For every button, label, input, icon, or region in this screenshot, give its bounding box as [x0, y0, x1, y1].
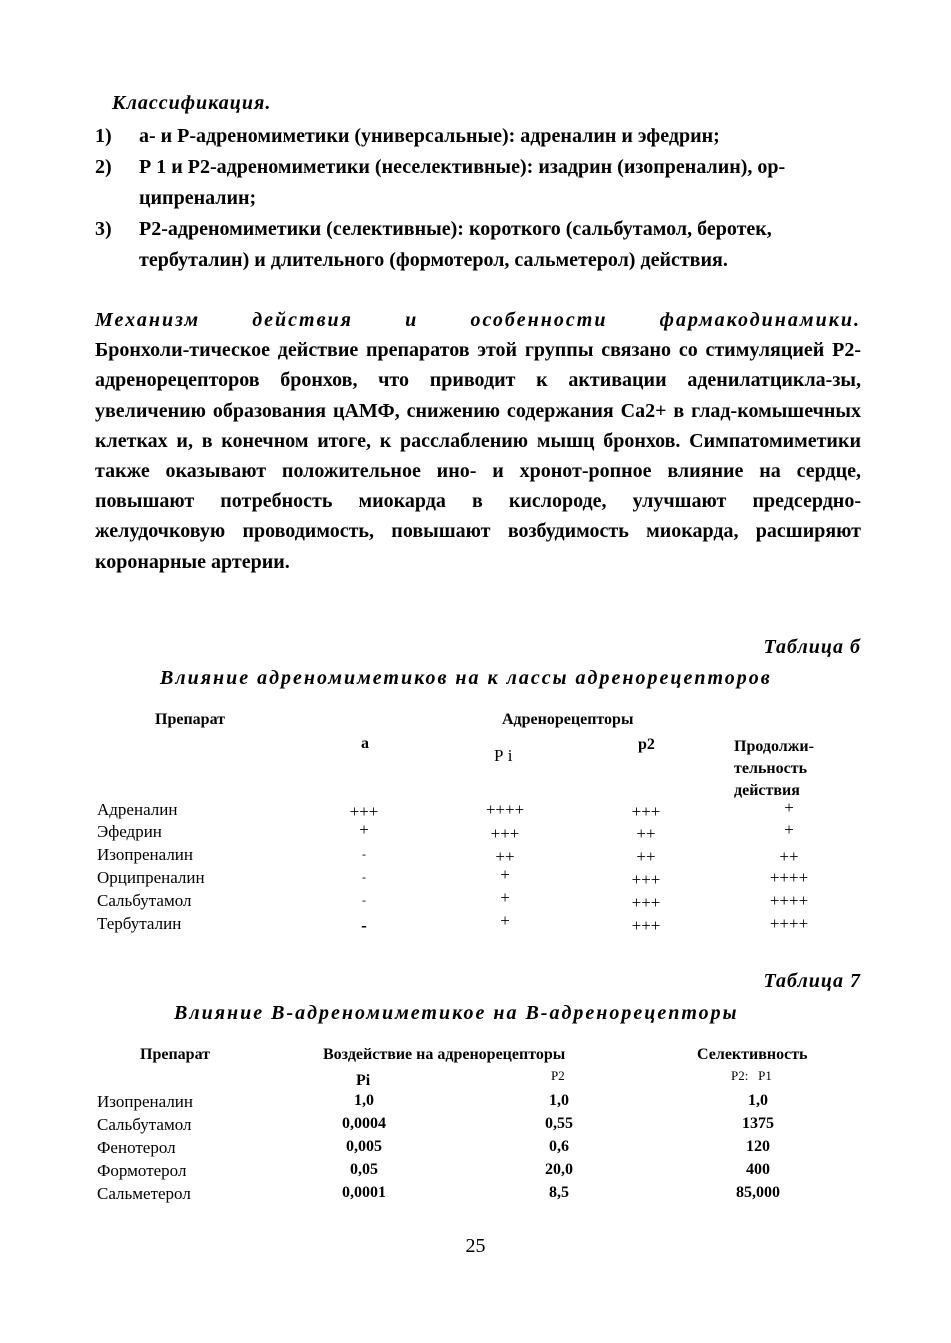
drug-name: Сальбутамол — [97, 1115, 192, 1134]
duration-line: тельность — [734, 760, 808, 777]
table-row — [0, 1092, 951, 1115]
alpha-value: - — [362, 893, 366, 907]
drug-name: Сальбутамол — [97, 891, 192, 910]
duration-value: + — [784, 820, 794, 839]
table6-title: Влияние адреномиметиков на к лассы адренорецепторов — [160, 667, 772, 689]
duration-value: ++++ — [769, 891, 809, 910]
list-item-number: 1) — [95, 125, 112, 147]
beta2-value: 1,0 — [549, 1092, 569, 1109]
table6-header-receptors: Адренорецепторы — [502, 711, 634, 728]
table-row — [0, 1161, 951, 1184]
beta1-value: 0,005 — [346, 1138, 382, 1155]
duration-line: действия — [734, 782, 800, 799]
drug-name: Фенотерол — [97, 1138, 176, 1157]
beta2-value: 8,5 — [549, 1184, 569, 1201]
selectivity-value: 1375 — [742, 1115, 774, 1132]
table-row — [0, 1138, 951, 1161]
list-item-text: Р2-адреномиметики (селективные): короткого (сальбутамол, беротек, тербуталин) и длительного (формотерол, сальметерол) действия. — [139, 218, 772, 271]
drug-name: Изопреналин — [97, 1092, 194, 1111]
table6-header-beta2: р2 — [638, 736, 655, 753]
beta1-value: ++ — [495, 847, 515, 866]
beta1-value: + — [500, 888, 510, 907]
list-item-number: 3) — [95, 218, 112, 240]
beta2-value: +++ — [631, 916, 661, 935]
beta2-value: +++ — [631, 802, 661, 821]
drug-name: Сальметерол — [97, 1184, 191, 1203]
duration-value: ++++ — [769, 914, 809, 933]
drug-name: Орципреналин — [97, 868, 205, 887]
alpha-value: + — [359, 820, 369, 839]
beta1-value: 0,0004 — [342, 1115, 386, 1132]
list-item-number: 2) — [95, 156, 112, 178]
alpha-value: - — [362, 870, 366, 884]
duration-value: ++ — [779, 847, 799, 866]
table7-header-selectivity: Селективность — [697, 1046, 808, 1063]
beta2-value: 0,6 — [549, 1138, 569, 1155]
table-row — [0, 911, 951, 936]
alpha-value: - — [361, 916, 367, 935]
table7-title: Влияние В-адреномиметикое на В-адренорецепторы — [174, 1002, 739, 1024]
table-row — [0, 1115, 951, 1138]
table-row — [0, 845, 951, 867]
duration-value: + — [784, 798, 794, 817]
table-row — [0, 865, 951, 890]
beta1-value: + — [500, 911, 510, 930]
selectivity-value: 1,0 — [748, 1092, 768, 1109]
table-row — [0, 800, 951, 822]
beta2-value: ++ — [636, 824, 656, 843]
beta2-value: +++ — [631, 893, 661, 912]
beta2-value: ++ — [636, 847, 656, 866]
selectivity-value: 120 — [746, 1138, 770, 1155]
table6-header-drug: Препарат — [155, 711, 226, 728]
table7-header-ratio: Р2: Р1 — [731, 1068, 772, 1083]
drug-name: Формотерол — [97, 1161, 187, 1180]
selectivity-value: 85,000 — [736, 1184, 780, 1201]
list-item — [95, 121, 895, 152]
beta1-value: +++ — [490, 824, 520, 843]
table7-header-beta1: Pi — [356, 1072, 371, 1089]
mechanism-text: Бронхоли-тическое действие препаратов этой группы связано со стимуляцией Р2-адренорецепторов бронхов, что приводит к активации аденилатцикла-зы, увеличению образования цАМФ, снижению содержания Са2+ в глад-комышечных клетках и, в конечном итоге, к расслаблению мышц бронхов. Симпатомиметики также оказывают положительное ино- и хронот-ропное влияние на сердце, повышают потребность миокарда в кислороде, улучшают предсердно-желудочковую проводимость, повышают возбудимость миокарда, расширяют коронарные артерии. — [95, 339, 861, 573]
list-item-text: Р 1 и Р2-адреномиметики (неселективные): изадрин (изопреналин), ор-ципреналин; — [139, 156, 786, 209]
beta1-value: ++++ — [485, 800, 525, 819]
alpha-value: +++ — [349, 802, 379, 821]
alpha-value: - — [362, 847, 366, 861]
table-row — [0, 888, 951, 913]
table6-header-duration — [734, 736, 814, 802]
mechanism-heading: Механизм действия и особенности фармакодинамики. — [95, 309, 861, 331]
selectivity-value: 400 — [746, 1161, 770, 1178]
drug-name: Эфедрин — [97, 822, 162, 841]
table6-header-alpha: а — [361, 735, 369, 752]
table7-header-beta2: Р2 — [551, 1068, 565, 1083]
table7-header-effect: Воздействие на адренорецепторы — [323, 1046, 566, 1063]
beta2-value: 0,55 — [545, 1115, 573, 1132]
list-item-text: а- и Р-адреномиметики (универсальные): адреналин и эфедрин; — [139, 125, 720, 147]
list-item — [95, 152, 895, 214]
beta1-value: + — [500, 865, 510, 884]
drug-name: Тербуталин — [97, 914, 182, 933]
page-number: 25 — [465, 1235, 486, 1257]
table7-header-drug: Препарат — [140, 1046, 211, 1063]
table-row — [0, 822, 951, 844]
beta2-value: 20,0 — [545, 1161, 573, 1178]
drug-name: Адреналин — [97, 800, 178, 819]
table7-label: Таблица 7 — [763, 970, 861, 992]
duration-value: ++++ — [769, 868, 809, 887]
drug-name: Изопреналин — [97, 845, 194, 864]
beta1-value: 1,0 — [354, 1092, 374, 1109]
table6-header-beta1: Р i — [494, 746, 513, 765]
mechanism-paragraph — [95, 305, 861, 577]
table6-label: Таблица б — [763, 636, 861, 658]
duration-line: Продолжи- — [734, 738, 814, 755]
classification-heading: Классификация. — [112, 92, 272, 114]
beta1-value: 0,0001 — [342, 1184, 386, 1201]
beta2-value: +++ — [631, 870, 661, 889]
beta1-value: 0,05 — [350, 1161, 378, 1178]
table-row — [0, 1184, 951, 1207]
list-item — [95, 214, 895, 276]
